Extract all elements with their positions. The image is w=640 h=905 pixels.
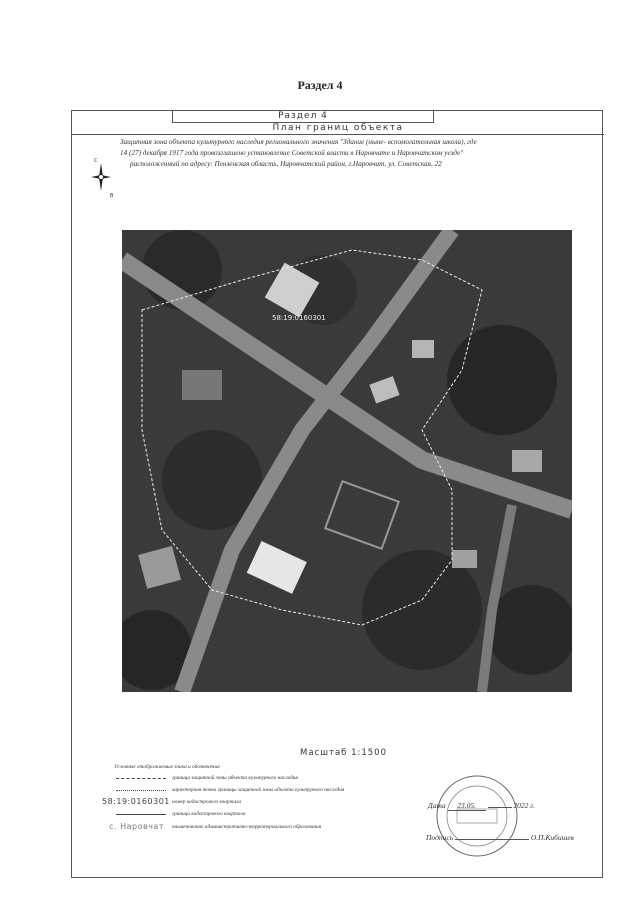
description-line: расположенный по адресу: Пензенская область, Наровчатский район, г.Наровчат, ул. Советская, 22 bbox=[130, 160, 442, 168]
legend-text: номер кадастрового квартала bbox=[172, 799, 242, 805]
map-cadastral-label: 58:19:0160301 bbox=[272, 314, 326, 322]
signer-name: О.П.Кибишев bbox=[530, 833, 574, 842]
object-description bbox=[120, 137, 590, 170]
official-stamp-icon bbox=[432, 771, 522, 861]
legend-symbol: 58:19:0160301 bbox=[102, 797, 170, 806]
legend-boundary-line bbox=[116, 778, 166, 779]
signature-label: Подпись bbox=[426, 833, 454, 842]
compass-rose-icon bbox=[88, 155, 114, 199]
date-day: 23.05. bbox=[448, 801, 486, 811]
map-scale: Масштаб 1:1500 bbox=[300, 748, 388, 758]
section-label: Раздел 4 bbox=[172, 111, 434, 123]
legend-point-line bbox=[116, 790, 166, 791]
legend-row bbox=[72, 773, 604, 783]
plan-title: План границ объекта bbox=[72, 122, 604, 135]
description-line: 14 (27) декабря 1917 года провозглашено установление Советской власти в Наровчате и Наровчатском уезде" bbox=[120, 149, 464, 157]
legend-text: характерная точка границы защитной зоны объекта культурного наследия bbox=[172, 787, 345, 793]
legend-text: граница кадастрового квартала bbox=[172, 811, 246, 817]
date-year: 2022 г. bbox=[513, 801, 535, 810]
compass-north: С bbox=[94, 158, 98, 164]
compass-east: В bbox=[110, 193, 114, 199]
signature-row bbox=[426, 833, 574, 842]
description-line: Защитная зона объекта культурного наследия регионального значения "Здание (ныне- вспомогательная школа), где bbox=[120, 138, 477, 146]
legend-symbol: с. Наровчат bbox=[109, 822, 164, 831]
legend-text: наименование административно-территориального образования bbox=[172, 824, 322, 830]
legend-title: Условные отображаемые знаки и обозначения bbox=[114, 764, 220, 770]
plan-frame bbox=[71, 110, 603, 878]
legend-text: граница защитной зоны объекта культурного наследия bbox=[172, 775, 298, 781]
date-label: Дата bbox=[428, 801, 446, 810]
legend-row bbox=[72, 822, 604, 832]
legend-row bbox=[72, 785, 604, 795]
satellite-map bbox=[122, 230, 572, 692]
legend-quarter-line bbox=[116, 814, 166, 815]
page-heading: Раздел 4 bbox=[297, 78, 343, 92]
date-row bbox=[428, 801, 535, 811]
